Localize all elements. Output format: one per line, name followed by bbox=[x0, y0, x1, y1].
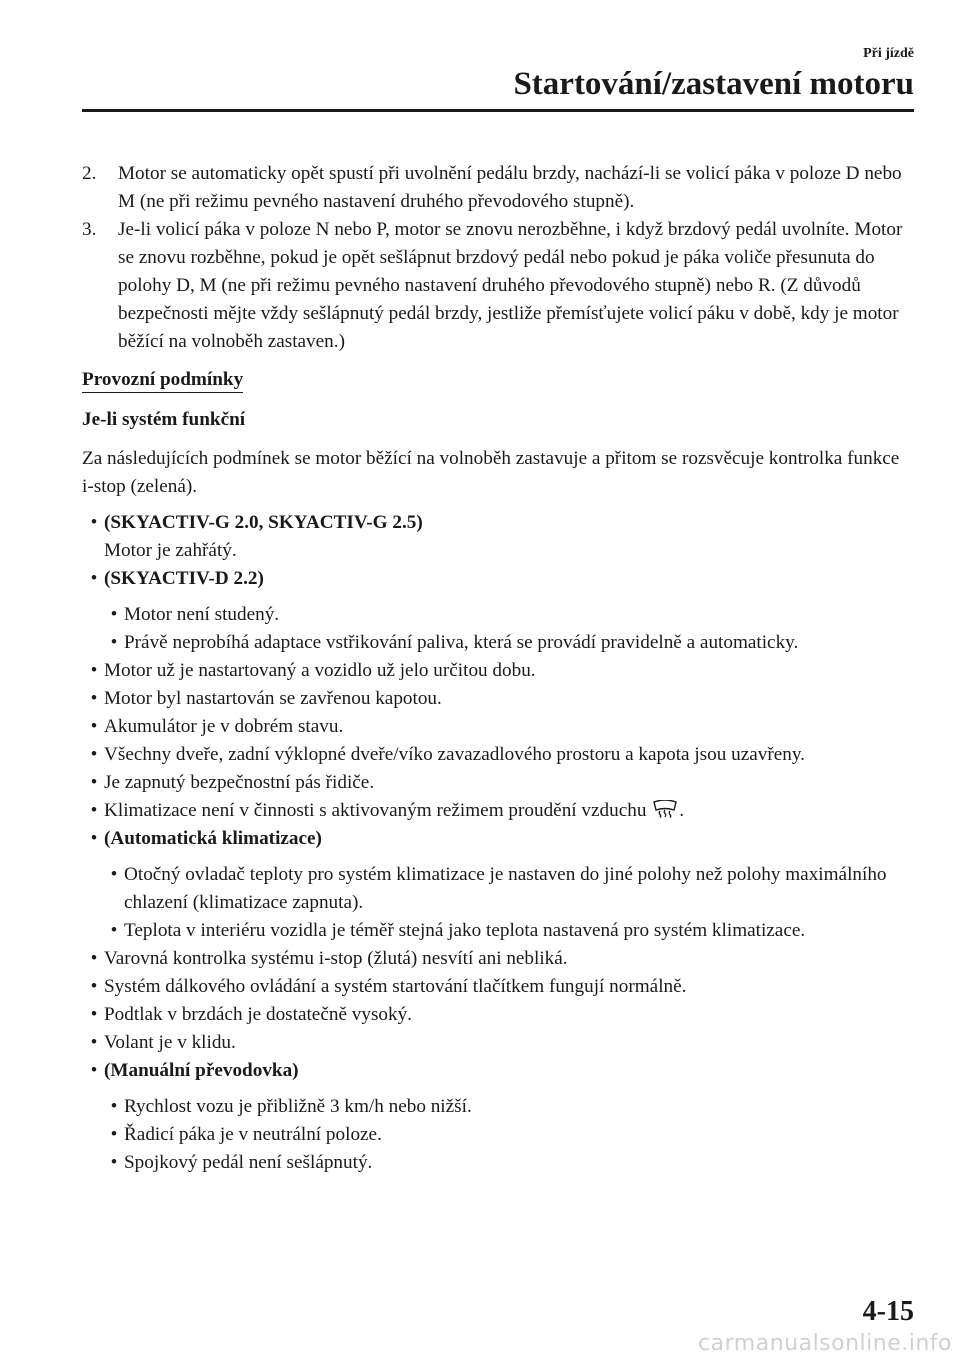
list-item: • (SKYACTIV-D 2.2) bbox=[84, 565, 914, 593]
list-item: • Volant je v klidu. bbox=[90, 1032, 236, 1053]
sub-list bbox=[104, 1093, 914, 1177]
category-label: (Automatická klimatizace) bbox=[104, 828, 322, 849]
conditions-list bbox=[84, 945, 914, 1085]
engine-variant-label: (SKYACTIV-G 2.0, SKYACTIV-G 2.5) bbox=[104, 512, 423, 533]
section-label: Při jízdě bbox=[863, 46, 914, 61]
header-rule bbox=[82, 109, 914, 112]
page-title: Startování/zastavení motoru bbox=[513, 66, 914, 102]
category-label: (Manuální převodovka) bbox=[104, 1060, 299, 1081]
item-text: Motor se automaticky opět spustí při uvolnění pedálu brzdy, nachází-li se volicí páka v poloze D nebo M (ne při režimu pevného nastavení druhého převodového stupně). bbox=[118, 163, 902, 212]
list-item: • Teplota v interiéru vozidla je téměř stejná jako teplota nastavená pro systém klimatizace. bbox=[110, 920, 806, 941]
sub-list bbox=[104, 601, 914, 657]
list-item: • Řadicí páka je v neutrální poloze. bbox=[110, 1124, 382, 1145]
list-item: • (Automatická klimatizace) bbox=[84, 825, 914, 853]
item-number: 2. bbox=[82, 163, 97, 184]
list-item: • Motor už je nastartovaný a vozidlo už jelo určitou dobu. bbox=[90, 660, 536, 681]
list-item: • Klimatizace není v činnosti s aktivovaným režimem proudění vzduchu . bbox=[90, 800, 685, 821]
subheading: Je-li systém funkční bbox=[82, 409, 246, 430]
sub-list bbox=[104, 861, 914, 945]
list-item: • Varovná kontrolka systému i-stop (žlutá) nesvítí ani nebliká. bbox=[90, 948, 568, 969]
watermark: carmanualsonline.info bbox=[698, 1331, 952, 1356]
list-item: • (SKYACTIV-G 2.0, SKYACTIV-G 2.5) Motor je zahřátý. bbox=[90, 512, 423, 561]
list-item: • Systém dálkového ovládání a systém startování tlačítkem fungují normálně. bbox=[90, 976, 687, 997]
numbered-item bbox=[82, 216, 914, 356]
list-item: • Rychlost vozu je přibližně 3 km/h nebo nižší. bbox=[110, 1096, 472, 1117]
numbered-item bbox=[82, 160, 914, 216]
page-content bbox=[82, 160, 914, 1177]
list-item: • Akumulátor je v dobrém stavu. bbox=[90, 716, 344, 737]
list-item: • Spojkový pedál není sešlápnutý. bbox=[110, 1152, 373, 1173]
list-item: • Podtlak v brzdách je dostatečně vysoký. bbox=[90, 1004, 412, 1025]
list-item: • Motor byl nastartován se zavřenou kapotou. bbox=[90, 688, 442, 709]
list-item: • (Manuální převodovka) bbox=[84, 1057, 914, 1085]
intro-paragraph: Za následujících podmínek se motor běžící na volnoběh zastavuje a přitom se rozsvěcuje kontrolka funkce i-stop (zelená). bbox=[82, 448, 900, 497]
list-item: • Motor není studený. bbox=[110, 604, 280, 625]
list-item: • Je zapnutý bezpečnostní pás řidiče. bbox=[90, 772, 375, 793]
item-number: 3. bbox=[82, 219, 97, 240]
section-heading: Provozní podmínky bbox=[82, 368, 243, 393]
conditions-list bbox=[84, 657, 914, 853]
list-item: • Právě neprobíhá adaptace vstřikování paliva, která se provádí pravidelně a automaticky. bbox=[110, 632, 799, 653]
list-item: • Všechny dveře, zadní výklopné dveře/víko zavazadlového prostoru a kapota jsou uzavřeny. bbox=[90, 744, 805, 765]
item-text: Je-li volicí páka v poloze N nebo P, motor se znovu nerozběhne, i když brzdový pedál uvolníte. Motor se znovu rozběhne, pokud je opět sešlápnut brzdový pedál nebo pokud je páka voliče přesunuta do polohy D, M (ne při režimu pevného nastavení druhého převodového stupně) nebo R. (Z důvodů bezpečnosti mějte vždy sešlápnutý pedál brzdy, jestliže přemísťujete volicí páku v době, kdy je motor běžící na volnoběh zastaven.) bbox=[118, 219, 903, 352]
list-item: • Otočný ovladač teploty pro systém klimatizace je nastaven do jiné polohy než polohy maximálního chlazení (klimatizace zapnuta). bbox=[110, 864, 887, 913]
conditions-list bbox=[84, 509, 914, 593]
page-number: 4-15 bbox=[862, 1296, 914, 1327]
defroster-icon bbox=[651, 800, 679, 818]
engine-variant-label: (SKYACTIV-D 2.2) bbox=[104, 568, 264, 589]
